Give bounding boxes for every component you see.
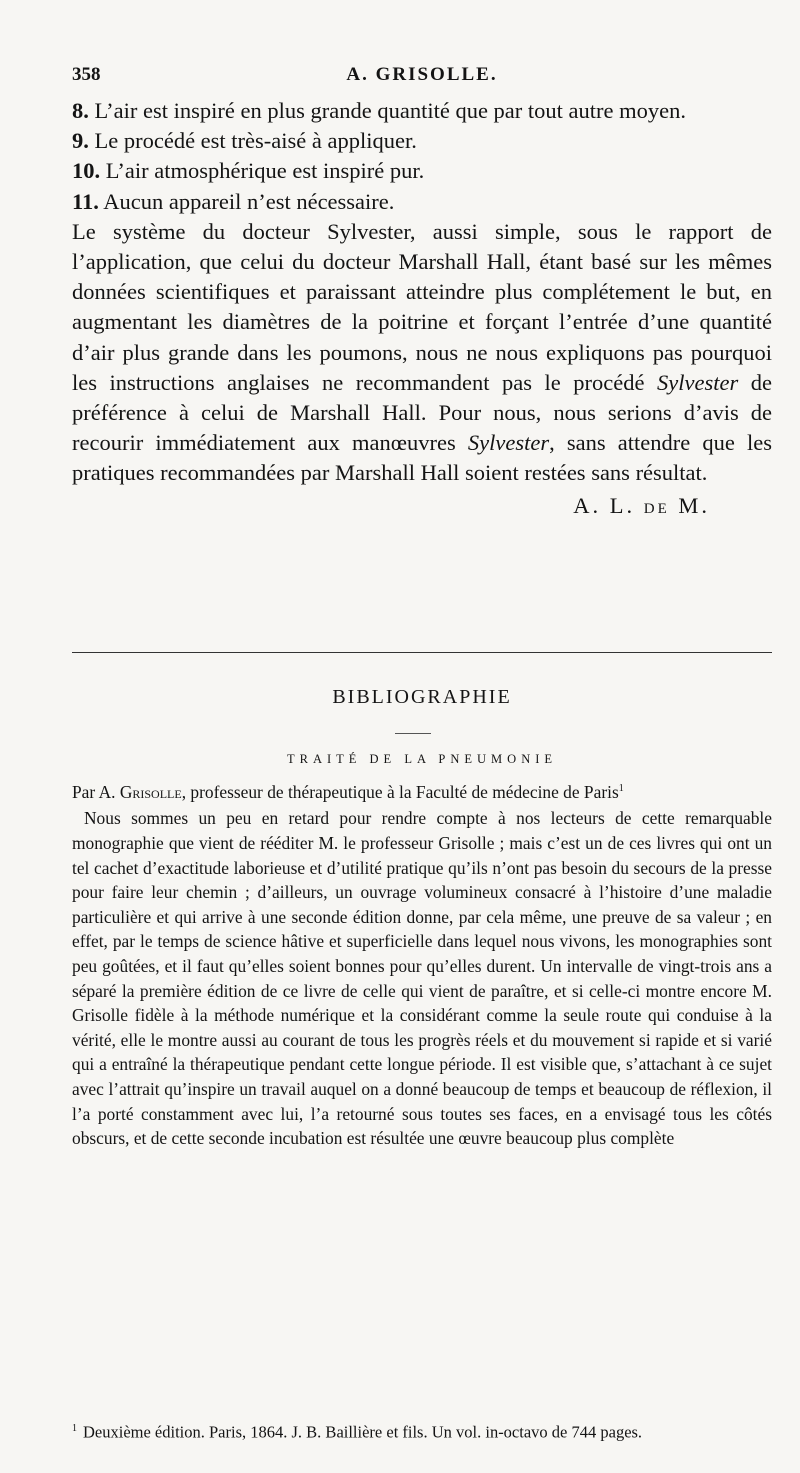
signature-initials: A. L. (573, 492, 636, 518)
byline (72, 777, 772, 804)
continued-text (72, 96, 772, 524)
section-divider (72, 652, 772, 653)
page-number: 358 (72, 64, 101, 85)
review-section (72, 777, 772, 1151)
list-text: Aucun appareil n’est nécessaire. (103, 188, 395, 214)
list-item (72, 156, 772, 186)
running-head (72, 64, 772, 88)
footnote-mark: 1 (72, 1423, 77, 1434)
section-title: BIBLIOGRAPHIE (332, 686, 512, 708)
list-item (72, 126, 772, 156)
byline-author: Grisolle (119, 781, 182, 802)
byline-prefix: Par A. (72, 781, 120, 802)
paragraph-text: , sans attendre que les pratiques recommandées par Marshall Hall soient restées sans résultat. (72, 430, 772, 486)
list-number: 9. (72, 128, 89, 154)
signature (72, 491, 772, 524)
review-paragraph: Nous sommes un peu en retard pour rendre compte à nos lecteurs de cette remarquable monographie que vient de rééditer M. le professeur Grisolle ; mais c’est un de ces livres qui ont un tel cachet d’exactitude laborieuse et d’utilité pratique qu’ils n’ont pas besoin du secours de la presse pour faire leur chemin ; d’ailleurs, un ouvrage volumineux consacré à l’histoire d’une maladie particulière et qui arrive à une seconde édition donne, par cela même, une preuve de sa valeur ; en effet, par le temps de science hâtive et superficielle dans lequel nous vivons, les monographies sont peu goûtées, et il faut qu’elles soient bonnes pour qu’elles durent. Un intervalle de vingt-trois ans a séparé la première édition de ce livre de celle qui vient de paraître, et si celle-ci montre encore M. Grisolle fidèle à la méthode numérique et la considérant comme la seule route qui conduise à la vérité, elle le montre aussi au courant de tous les progrès réels et du mouvement si rapide et si varié qui a entraîné la thérapeutique pendant cette longue période. Il est visible que, s’attachant à ce sujet avec l’attrait qu’inspire un travail auquel on a donné beaucoup de temps et beaucoup de réflexion, il l’a porté constamment avec lui, l’a retourné sous toutes ses faces, en a envisagé tous les côtés obscurs, et de cette seconde incubation est résultée une œuvre beaucoup plus complète (72, 808, 772, 1149)
paragraph-text: Le système du docteur Sylvester, aussi simple, sous le rapport de l’application, que celui du docteur Marshall Hall, étant basé sur les mêmes données scientifiques et paraissant atteindre plus complétement le but, en augmentant les diamètres de la poitrine et forçant l’entrée d’une quantité d’air plus grande dans les poumons, nous ne nous expliquons pas pourquoi les instructions anglaises ne recommandent pas le procédé (72, 218, 772, 395)
footnote-reference: 1 (618, 783, 624, 794)
list-text: L’air est inspiré en plus grande quantité que par tout autre moyen. (94, 98, 686, 123)
list-item (72, 187, 772, 217)
signature-end: M. (678, 492, 710, 518)
list-number: 10. (72, 158, 101, 184)
signature-particle: DE (643, 500, 670, 517)
byline-suffix: , professeur de thérapeutique à la Faculté de médecine de Paris (181, 781, 619, 802)
running-title: A. GRISOLLE. (346, 64, 498, 85)
paragraph-emphasis: Sylvester (657, 369, 739, 395)
list-text: Le procédé est très-aisé à appliquer. (94, 128, 417, 154)
list-number: 8. (72, 98, 89, 123)
footnote-text: Deuxième édition. Paris, 1864. J. B. Baillière et fils. Un vol. in-octavo de 744 pages. (83, 1422, 643, 1442)
body-paragraph (72, 217, 772, 489)
list-item (72, 96, 772, 126)
paragraph-emphasis: Sylvester (467, 430, 550, 456)
paragraph-text: de préférence à celui de Marshall Hall. Pour nous, nous serions d’avis de recourir immédiatement aux manœuvres (72, 369, 772, 456)
title-underline (395, 733, 431, 734)
list-text: L’air atmosphérique est inspiré pur. (105, 158, 425, 184)
subsection-title: TRAITÉ DE LA PNEUMONIE (286, 752, 558, 766)
list-number: 11. (72, 188, 99, 214)
footnote (72, 1419, 772, 1442)
